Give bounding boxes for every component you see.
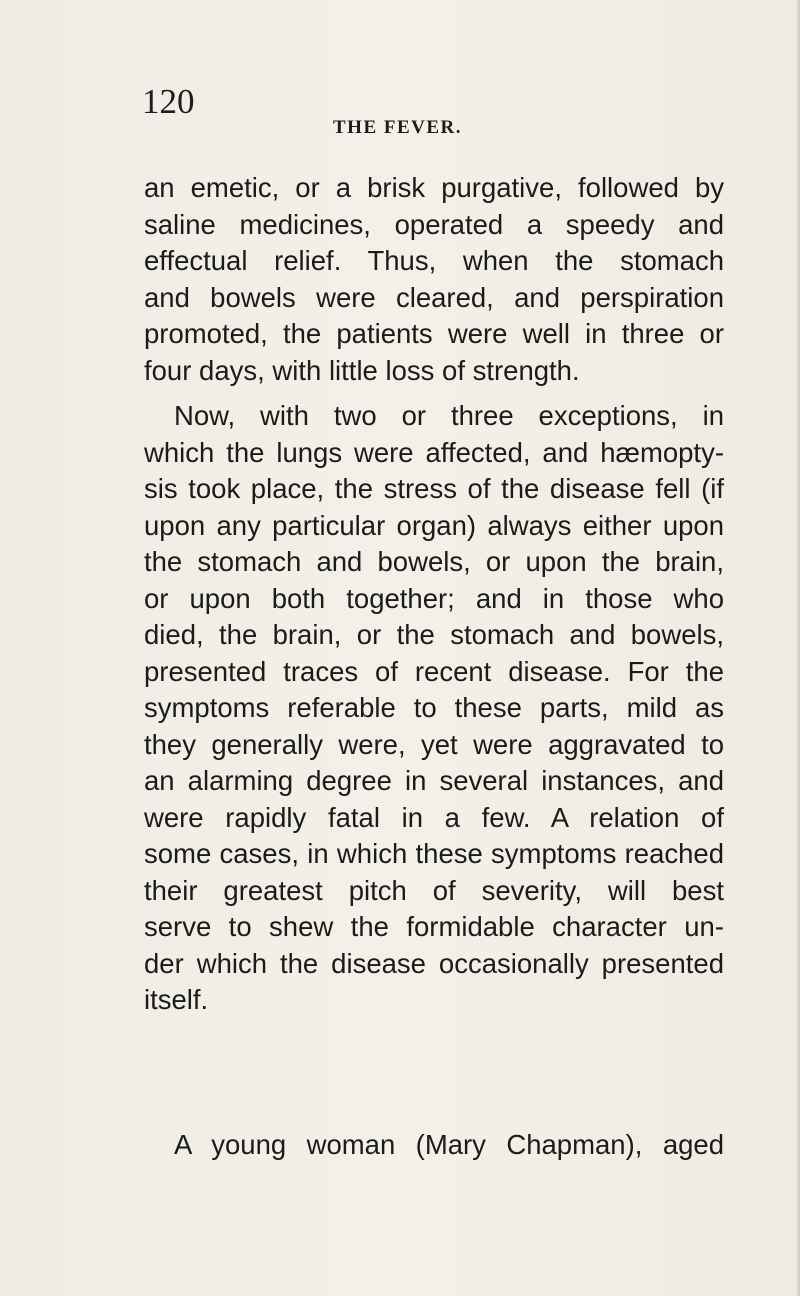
text-line: promoted, the patients were well in three or: [144, 318, 724, 349]
text-line: were rapidly fatal in a few. A relation of: [144, 801, 724, 833]
paragraph-1: [144, 170, 724, 389]
text-line: effectual relief. Thus, when the stomach: [144, 245, 724, 276]
text-line: Now, with two or three exceptions, in: [174, 400, 724, 431]
page-header: [0, 82, 800, 138]
text-line: upon any particular organ) always either upon: [144, 509, 724, 541]
text-line: an alarming degree in several instances, and: [144, 765, 724, 796]
text-line: an emetic, or a brisk purgative, followed by: [144, 172, 724, 203]
paragraph-3: [144, 1127, 724, 1164]
text-line: they generally were, yet were aggravated to: [144, 728, 724, 760]
text-line: presented traces of recent disease. For the: [144, 655, 724, 687]
text-line: some cases, in which these symptoms reached: [144, 838, 724, 869]
text-line: their greatest pitch of severity, will best: [144, 874, 724, 906]
text-line: symptoms referable to these parts, mild as: [144, 692, 724, 723]
text-line: A young woman (Mary Chapman), aged: [174, 1129, 724, 1160]
text-line: four days, with little loss of strength.: [144, 354, 580, 386]
running-head: THE FEVER.: [333, 117, 463, 138]
text-line: or upon both together; and in those who: [144, 582, 724, 614]
text-line: and bowels were cleared, and perspiration: [144, 281, 724, 313]
text-line: the stomach and bowels, or upon the brain,: [144, 546, 724, 577]
text-line: sis took place, the stress of the disease fell (if: [144, 473, 724, 504]
text-line: itself.: [144, 984, 209, 1015]
text-line: der which the disease occasionally presented: [144, 947, 724, 979]
text-line: died, the brain, or the stomach and bowels,: [144, 619, 724, 650]
page-edge-shadow: [796, 0, 800, 1296]
page-number: 120: [142, 82, 195, 121]
paragraph-2: [144, 398, 724, 1019]
text-line: saline medicines, operated a speedy and: [144, 208, 724, 240]
text-line: serve to shew the formidable character un-: [144, 911, 724, 942]
text-line: which the lungs were affected, and hæmopty-: [144, 436, 724, 468]
